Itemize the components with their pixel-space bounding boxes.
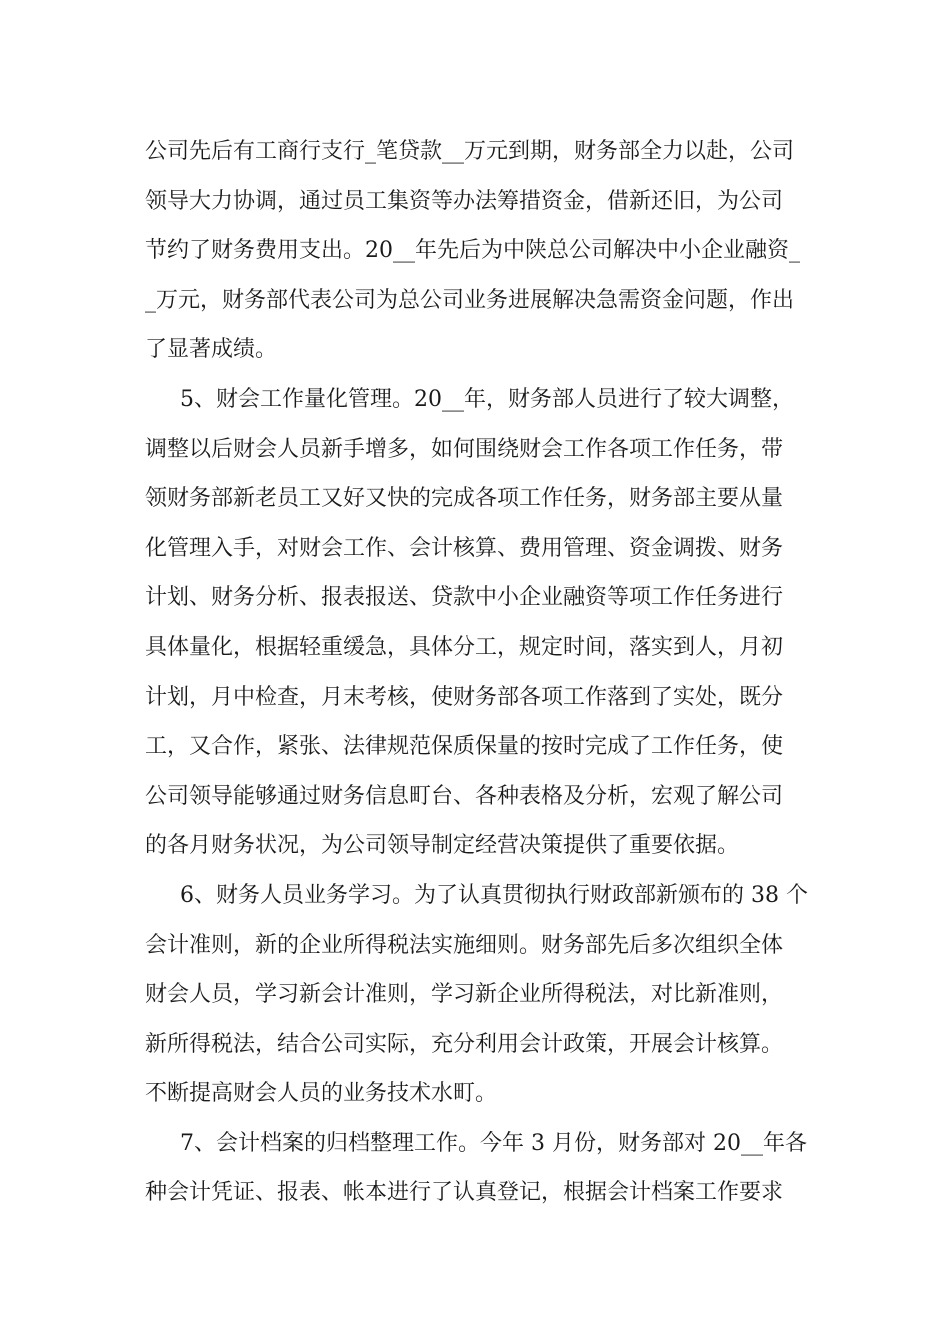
text-line: 调整以后财会人员新手增多，如何围绕财会工作各项工作任务，带 xyxy=(145,436,784,462)
text-line: 领财务部新老员工又好又快的完成各项工作任务，财务部主要从量 xyxy=(145,486,784,512)
text-line: 领导大力协调，通过员工集资等办法筹措资金，借新还旧，为公司 xyxy=(145,188,784,214)
document-body xyxy=(145,127,808,1218)
text-line: 6、财务人员业务学习。为了认真贯彻执行财政部新颁布的 38 个 xyxy=(180,882,808,908)
text-line: _万元，财务部代表公司为总公司业务进展解决急需资金问题，作出 xyxy=(145,287,795,313)
text-line: 公司领导能够通过财务信息町台、各种表格及分析，宏观了解公司 xyxy=(145,783,784,809)
text-line: 计划，月中检查，月末考核，使财务部各项工作落到了实处，既分 xyxy=(145,684,784,710)
text-line: 计划、财务分析、报表报送、贷款中小企业融资等项工作任务进行 xyxy=(145,585,784,611)
text-line: 节约了财务费用支出。20__年先后为中陕总公司解决中小企业融资_ xyxy=(145,238,800,264)
text-line: 5、财会工作量化管理。20__年，财务部人员进行了较大调整， xyxy=(180,386,794,412)
text-line: 工，又合作，紧张、法律规范保质保量的按时完成了工作任务，使 xyxy=(145,734,784,760)
text-line: 财会人员，学习新会计准则，学习新企业所得税法，对比新准则， xyxy=(145,982,784,1008)
paragraph-item-5 xyxy=(145,375,805,871)
text-line: 化管理入手，对财会工作、会计核算、费用管理、资金调拨、财务 xyxy=(145,535,784,561)
paragraph-item-6 xyxy=(145,871,808,1119)
text-line: 了显著成绩。 xyxy=(145,337,278,363)
paragraph-item-7 xyxy=(145,1119,805,1218)
text-line: 不断提高财会人员的业务技术水町。 xyxy=(145,1081,498,1107)
text-line: 新所得税法，结合公司实际，充分利用会计政策，开展会计核算。 xyxy=(145,1031,784,1057)
text-line: 具体量化，根据轻重缓急，具体分工，规定时间，落实到人，月初 xyxy=(145,634,784,660)
text-line: 公司先后有工商行支行_笔贷款__万元到期，财务部全力以赴，公司 xyxy=(145,139,795,164)
text-line: 的各月财务状况，为公司领导制定经营决策提供了重要依据。 xyxy=(145,833,740,859)
text-line: 种会计凭证、报表、帐本进行了认真登记，根据会计档案工作要求 xyxy=(145,1180,784,1206)
paragraph-loans xyxy=(145,127,805,375)
text-line: 会计准则，新的企业所得税法实施细则。财务部先后多次组织全体 xyxy=(145,932,784,958)
text-line: 7、会计档案的归档整理工作。今年 3 月份，财务部对 20__年各 xyxy=(180,1130,807,1156)
